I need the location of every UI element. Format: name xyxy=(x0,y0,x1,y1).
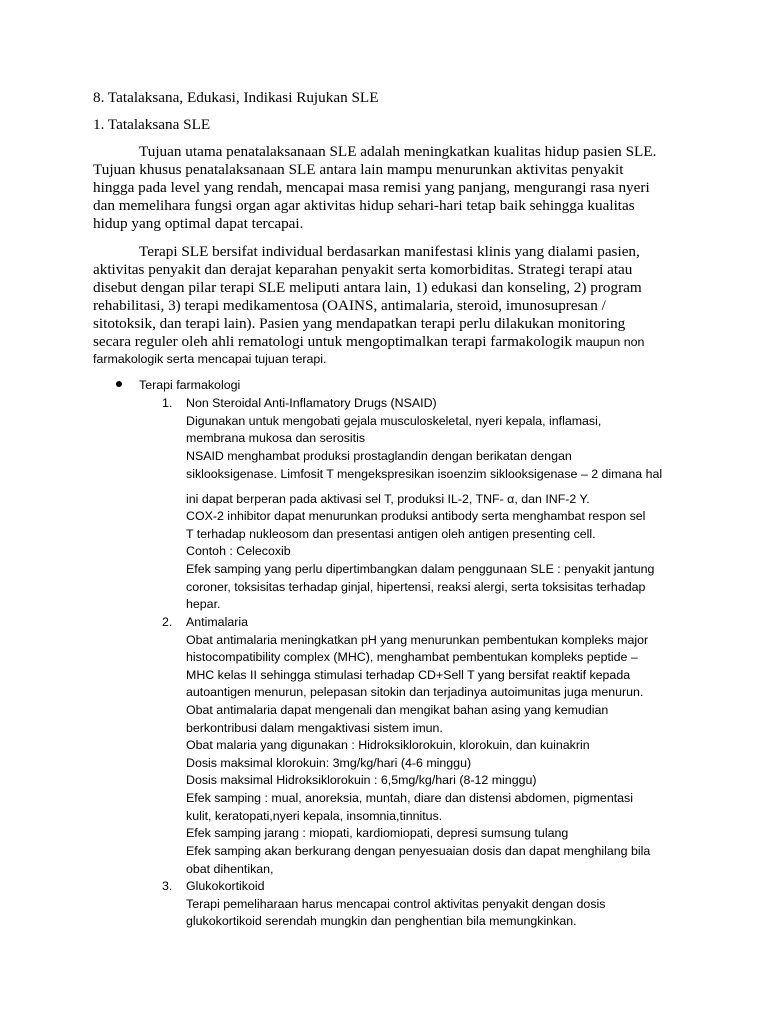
list-item-line: obat dihentikan, xyxy=(186,862,274,876)
bullet-dot-icon xyxy=(116,381,122,387)
list-item-line: membrana mukosa dan serositis xyxy=(186,431,366,445)
list-item-line: kulit, keratopati,nyeri kepala, insomnia,tinnitus. xyxy=(186,809,443,823)
list-item-line: glukokortikoid serendah mungkin dan penghentian bila memungkinkan. xyxy=(186,914,577,928)
paragraph-2-line: rehabilitasi, 3) terapi medikamentosa (OAINS, antimalaria, steroid, imunosupresan / xyxy=(93,297,606,314)
paragraph-1-line: dan memelihara fungsi organ agar aktivitas hidup sehari-hari tetap baik sehingga kualitas xyxy=(93,197,635,214)
paragraph-2-sans-segment: maupun non xyxy=(572,335,645,349)
paragraph-1-line: hidup yang optimal dapat tercapai. xyxy=(93,215,304,232)
list-item-line: T terhadap nukleosom dan presentasi antigen oleh antigen presenting cell. xyxy=(186,527,596,541)
list-item-line: histocompatibility complex (MHC), menghambat pembentukan kompleks peptide – xyxy=(186,650,638,664)
list-item-line: Contoh : Celecoxib xyxy=(186,544,291,558)
list-item-number: 1. xyxy=(162,396,173,410)
paragraph-1-line: hingga pada level yang rendah, mencapai masa remisi yang panjang, mengurangi rasa nyeri xyxy=(93,179,650,196)
bullet-label: Terapi farmakologi xyxy=(139,378,241,392)
list-item-number: 3. xyxy=(162,879,173,893)
list-item-line: Dosis maksimal Hidroksiklorokuin : 6,5mg/kg/hari (8-12 minggu) xyxy=(186,773,537,787)
paragraph-1-line: Tujuan utama penatalaksanaan SLE adalah meningkatkan kualitas hidup pasien SLE. xyxy=(139,143,657,160)
list-item-line: MHC kelas II sehingga stimulasi terhadap CD+Sell T yang bersifat reaktif kepada xyxy=(186,668,631,682)
paragraph-2-line: sitotoksik, dan terapi lain). Pasien yang mendapatkan terapi perlu dilakukan monitoring xyxy=(93,315,626,332)
list-item-line: Obat antimalaria meningkatkan pH yang menurunkan pembentukan kompleks major xyxy=(186,633,649,647)
list-item-line: Obat antimalaria dapat mengenali dan mengikat bahan asing yang kemudian xyxy=(186,703,609,717)
list-item-line: Efek samping yang perlu dipertimbangkan dalam penggunaan SLE : penyakit jantung xyxy=(186,562,655,576)
list-item-line: Obat malaria yang digunakan : Hidroksiklorokuin, klorokuin, dan kuinakrin xyxy=(186,738,590,752)
paragraph-2-line xyxy=(93,333,644,352)
paragraph-2-line: aktivitas penyakit dan derajat keparahan penyakit serta komorbiditas. Strategi terapi atau xyxy=(93,261,633,278)
list-item-title: Antimalaria xyxy=(186,615,248,629)
list-item-title: Non Steroidal Anti-Inflamatory Drugs (NSAID) xyxy=(186,396,437,410)
list-item-line: Terapi pemeliharaan harus mencapai control aktivitas penyakit dengan dosis xyxy=(186,897,606,911)
list-item-line: autoantigen menurun, pelepasan sitokin dan terjadinya autoimunitas juga menurun. xyxy=(186,685,644,699)
list-item-title: Glukokortikoid xyxy=(186,879,265,893)
section-heading: 8. Tatalaksana, Edukasi, Indikasi Rujukan SLE xyxy=(93,89,379,106)
paragraph-2-line: Terapi SLE bersifat individual berdasarkan manifestasi klinis yang dialami pasien, xyxy=(139,243,640,260)
list-item-line: coroner, toksisitas terhadap ginjal, hipertensi, reaksi alergi, serta toksisitas terhadap xyxy=(186,580,646,594)
list-item-line: siklooksigenase. Limfosit T mengekspresikan isoenzim siklooksigenase – 2 dimana hal xyxy=(186,467,663,481)
paragraph-1-line: Tujuan khusus penatalaksanaan SLE antara lain mampu menurunkan aktivitas penyakit xyxy=(93,161,624,178)
list-item-line: NSAID menghambat produksi prostaglandin dengan berikatan dengan xyxy=(186,449,572,463)
list-item-line: hepar. xyxy=(186,597,221,611)
paragraph-2-serif-segment: secara reguler oleh ahli rematologi untuk mengoptimalkan terapi farmakologik xyxy=(93,333,573,350)
list-item-line: COX-2 inhibitor dapat menurunkan produksi antibody serta menghambat respon sel xyxy=(186,509,646,523)
list-item-line: ini dapat berperan pada aktivasi sel T, produksi IL-2, TNF- α, dan INF-2 Y. xyxy=(186,492,590,506)
list-item-number: 2. xyxy=(162,615,173,629)
list-item-line: Efek samping jarang : miopati, kardiomiopati, depresi sumsung tulang xyxy=(186,826,569,840)
list-item-line: Efek samping akan berkurang dengan penyesuaian dosis dan dapat menghilang bila xyxy=(186,844,651,858)
subsection-heading: 1. Tatalaksana SLE xyxy=(93,116,211,133)
list-item-line: berkontribusi dalam mengaktivasi sistem imun. xyxy=(186,721,443,735)
paragraph-2-line: disebut dengan pilar terapi SLE meliputi antara lain, 1) edukasi dan konseling, 2) program xyxy=(93,279,642,296)
paragraph-2-line: farmakologik serta mencapai tujuan terapi. xyxy=(93,352,327,366)
list-item-line: Dosis maksimal klorokuin: 3mg/kg/hari (4-6 minggu) xyxy=(186,756,472,770)
list-item-line: Digunakan untuk mengobati gejala musculoskeletal, nyeri kepala, inflamasi, xyxy=(186,414,602,428)
list-item-line: Efek samping : mual, anoreksia, muntah, diare dan distensi abdomen, pigmentasi xyxy=(186,791,634,805)
